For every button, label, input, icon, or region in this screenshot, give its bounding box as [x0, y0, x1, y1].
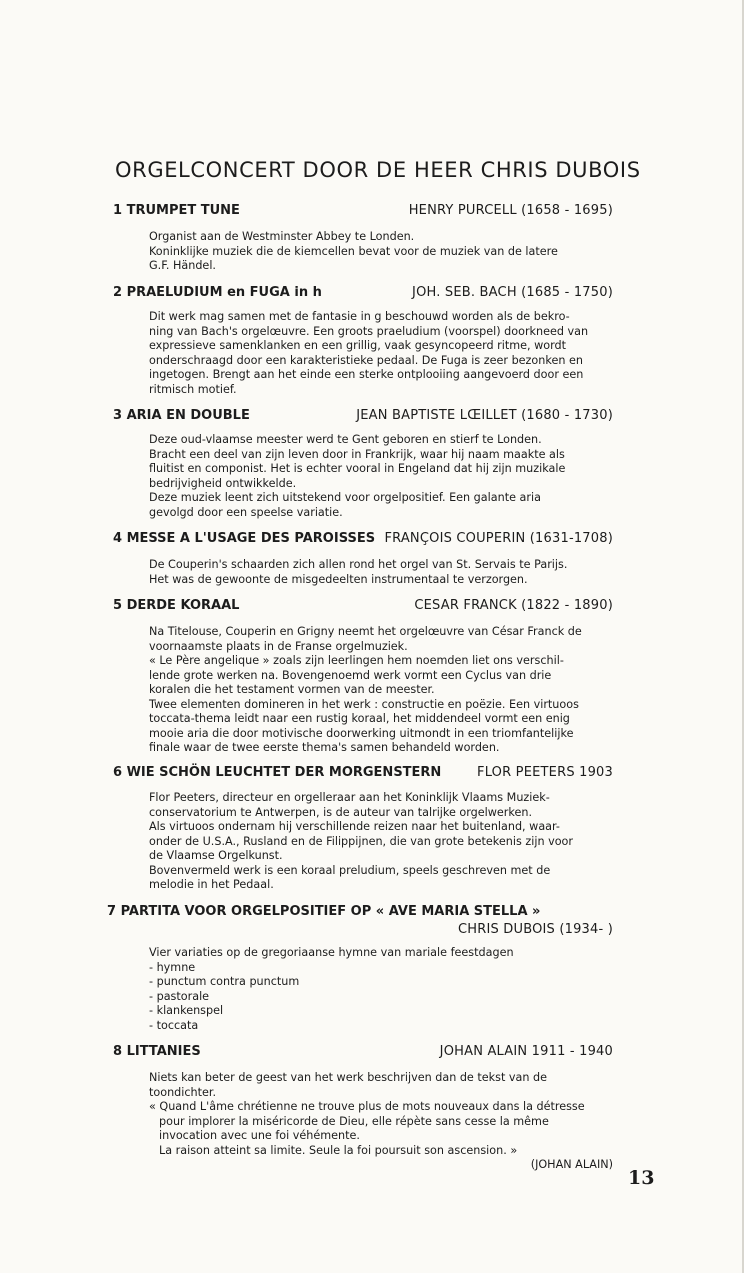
piece-description: [149, 433, 613, 520]
description-line: Organist aan de Westminster Abbey te Londen.: [149, 230, 415, 243]
program-item-heading: [113, 765, 613, 785]
quote-line: La raison atteint sa limite. Seule la foi poursuit son ascension. »: [159, 1143, 518, 1157]
description-line: ning van Bach's orgelœuvre. Een groots praeludium (voorspel) doorkneed van: [149, 324, 589, 338]
list-item: - hymne: [149, 960, 196, 974]
page-number: 13: [628, 1167, 655, 1189]
description-line: Niets kan beter de geest van het werk beschrijven dan de tekst van de: [149, 1071, 548, 1084]
description-line: Deze oud-vlaamse meester werd te Gent geboren en stierf te Londen.: [149, 433, 542, 446]
description-line: conservatorium te Antwerpen, is de auteur van talrijke orgelwerken.: [149, 805, 533, 819]
piece-description: [149, 625, 613, 756]
piece-title: 7 PARTITA VOOR ORGELPOSITIEF OP « AVE MARIA STELLA »: [107, 904, 541, 919]
program-item-heading: [107, 904, 613, 944]
description-line: « Le Père angelique » zoals zijn leerlingen hem noemden liet ons verschil-: [149, 654, 564, 667]
description-line: expressieve samenklanken en een grillig, vaak gesyncopeerd ritme, wordt: [149, 339, 567, 352]
description-line: Bovenvermeld werk is een koraal preludium, speels geschreven met de: [149, 863, 551, 877]
piece-title: 2 PRAELUDIUM en FUGA in h: [113, 285, 322, 300]
composer-name: JOH. SEB. BACH (1685 - 1750): [412, 285, 613, 300]
description-line: Flor Peeters, directeur en orgelleraar aan het Koninklijk Vlaams Muziek-: [149, 791, 550, 804]
list-item: - toccata: [149, 1018, 199, 1032]
quote-line: « Quand L'âme chrétienne ne trouve plus de mots nouveaux dans la détresse: [149, 1100, 585, 1113]
piece-description: [149, 1071, 613, 1173]
program-item-heading: [113, 531, 613, 551]
description-line: Na Titelouse, Couperin en Grigny neemt het orgelœuvre van César Franck de: [149, 625, 582, 638]
program-item-heading: [113, 598, 613, 618]
description-line: Twee elementen domineren in het werk : constructie en poëzie. Een virtuoos: [149, 697, 579, 711]
description-line: Het was de gewoonte de misgedeelten instrumentaal te verzorgen.: [149, 572, 528, 586]
description-line: Dit werk mag samen met de fantasie in g beschouwd worden als de bekro-: [149, 310, 570, 323]
piece-description: [149, 310, 613, 397]
quote-line: invocation avec une foi véhémente.: [159, 1129, 360, 1142]
description-line: Als virtuoos ondernam hij verschillende reizen naar het buitenland, waar-: [149, 820, 560, 833]
description-line: Koninklijke muziek die de kiemcellen bevat voor de muziek van de latere: [149, 244, 558, 258]
description-line: Deze muziek leent zich uitstekend voor orgelpositief. Een galante aria: [149, 491, 541, 504]
description-line: ritmisch motief.: [149, 382, 237, 396]
description-line: Bracht een deel van zijn leven door in Frankrijk, waar hij naam maakte als: [149, 447, 565, 461]
description-line: bedrijvigheid ontwikkelde.: [149, 476, 297, 490]
description-line: onderschraagd door een karakteristieke pedaal. De Fuga is zeer bezonken en: [149, 353, 583, 367]
program-item-heading: [113, 285, 613, 305]
list-item: - klankenspel: [149, 1004, 224, 1017]
piece-title: 3 ARIA EN DOUBLE: [113, 408, 250, 423]
composer-name: HENRY PURCELL (1658 - 1695): [408, 203, 613, 218]
description-line: fluitist en componist. Het is echter vooral in Engeland dat hij zijn muzikale: [149, 462, 566, 475]
quote-line: pour implorer la miséricorde de Dieu, elle répète sans cesse la même: [159, 1114, 549, 1128]
piece-description: [149, 558, 613, 587]
piece-description: [149, 230, 613, 274]
piece-title: 4 MESSE A L'USAGE DES PAROISSES: [113, 531, 376, 546]
composer-name: JOHAN ALAIN 1911 - 1940: [439, 1044, 613, 1059]
composer-name: CHRIS DUBOIS (1934- ): [457, 922, 613, 937]
list-item: - punctum contra punctum: [149, 975, 300, 988]
composer-name: FRANÇOIS COUPERIN (1631-1708): [384, 531, 613, 546]
description-line: de Vlaamse Orgelkunst.: [149, 849, 283, 862]
page-title: ORGELCONCERT DOOR DE HEER CHRIS DUBOIS: [115, 158, 641, 182]
piece-title: 6 WIE SCHÖN LEUCHTET DER MORGENSTERN: [113, 765, 442, 780]
description-line: mooie aria die door motivische doorwerking uitmondt in een triomfantelijke: [149, 726, 574, 740]
composer-name: JEAN BAPTISTE LŒILLET (1680 - 1730): [356, 408, 613, 423]
description-line: gevolgd door een speelse variatie.: [149, 505, 343, 519]
composer-name: CESAR FRANCK (1822 - 1890): [414, 598, 613, 613]
description-line: toondichter.: [149, 1085, 217, 1099]
description-line: Vier variaties op de gregoriaanse hymne van mariale feestdagen: [149, 946, 514, 959]
list-item: - pastorale: [149, 989, 210, 1003]
description-line: onder de U.S.A., Rusland en de Filippijnen, die van grote betekenis zijn voor: [149, 834, 573, 848]
program-item-heading: [113, 408, 613, 428]
description-line: finale waar de twee eerste thema's samen behandeld worden.: [149, 741, 500, 754]
description-line: lende grote werken na. Bovengenoemd werk vormt een Cyclus van drie: [149, 668, 552, 682]
description-line: ingetogen. Brengt aan het einde een sterke ontplooiing aangevoerd door een: [149, 368, 584, 381]
piece-description: [149, 946, 613, 1033]
program-item-heading: [113, 1044, 613, 1064]
description-line: koralen die het testament vormen van de meester.: [149, 683, 435, 696]
description-line: G.F. Händel.: [149, 259, 216, 272]
piece-title: 5 DERDE KORAAL: [113, 598, 240, 613]
piece-description: [149, 791, 613, 893]
description-line: toccata-thema leidt naar een rustig koraal, het middendeel vormt een enig: [149, 712, 570, 725]
piece-title: 8 LITTANIES: [113, 1044, 201, 1059]
piece-title: 1 TRUMPET TUNE: [113, 203, 240, 218]
description-line: De Couperin's schaarden zich allen rond het orgel van St. Servais te Parijs.: [149, 558, 568, 571]
quote-attribution: (JOHAN ALAIN): [530, 1158, 613, 1171]
composer-name: FLOR PEETERS 1903: [477, 765, 613, 780]
description-line: melodie in het Pedaal.: [149, 878, 274, 891]
program-item-heading: [113, 203, 613, 223]
description-line: voornaamste plaats in de Franse orgelmuziek.: [149, 639, 408, 653]
